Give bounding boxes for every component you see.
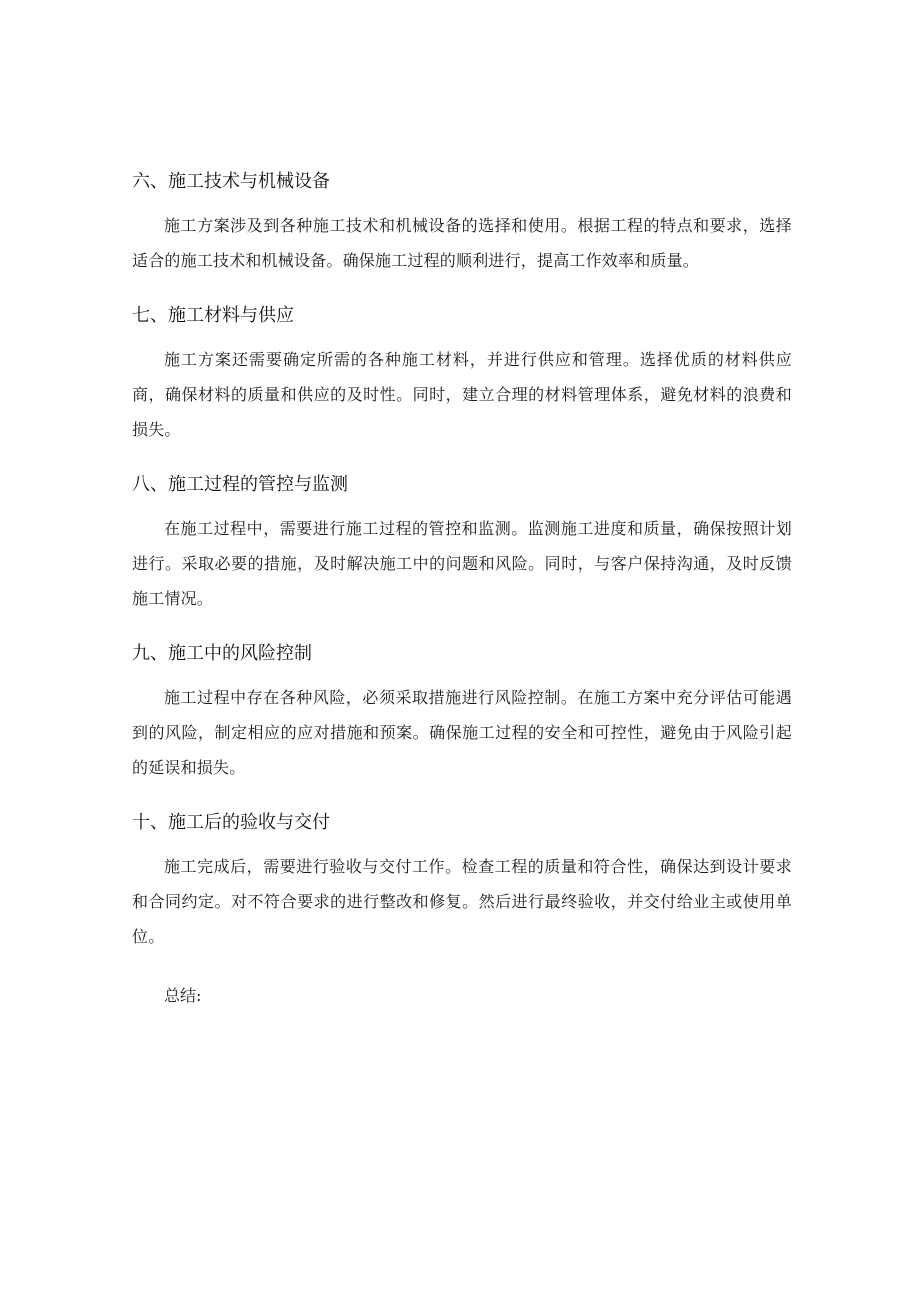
section-10 (132, 809, 792, 954)
section-paragraph: 施工过程中存在各种风险，必须采取措施进行风险控制。在施工方案中充分评估可能遇到的风险，制定相应的应对措施和预案。确保施工过程的安全和可控性，避免由于风险引起的延误和损失。 (132, 688, 792, 777)
section-7 (132, 302, 792, 447)
section-paragraph: 施工方案还需要确定所需的各种施工材料，并进行供应和管理。选择优质的材料供应商，确保材料的质量和供应的及时性。同时，建立合理的材料管理体系，避免材料的浪费和损失。 (132, 350, 792, 439)
section-heading: 六、施工技术与机械设备 (132, 171, 330, 192)
section-heading: 七、施工材料与供应 (132, 305, 294, 326)
document-content (132, 168, 792, 1013)
section-6 (132, 168, 792, 278)
section-paragraph: 施工方案涉及到各种施工技术和机械设备的选择和使用。根据工程的特点和要求，选择适合的施工技术和机械设备。确保施工过程的顺利进行，提高工作效率和质量。 (132, 216, 792, 270)
section-9 (132, 640, 792, 785)
section-heading: 九、施工中的风险控制 (132, 643, 312, 664)
section-8 (132, 471, 792, 616)
section-heading: 八、施工过程的管控与监测 (132, 474, 348, 495)
section-paragraph: 在施工过程中，需要进行施工过程的管控和监测。监测施工进度和质量，确保按照计划进行。采取必要的措施，及时解决施工中的问题和风险。同时，与客户保持沟通，及时反馈施工情况。 (132, 519, 792, 608)
section-heading: 十、施工后的验收与交付 (132, 812, 330, 833)
section-paragraph: 施工完成后，需要进行验收与交付工作。检查工程的质量和符合性，确保达到设计要求和合同约定。对不符合要求的进行整改和修复。然后进行最终验收，并交付给业主或使用单位。 (132, 857, 792, 946)
summary-label: 总结: (164, 986, 202, 1005)
